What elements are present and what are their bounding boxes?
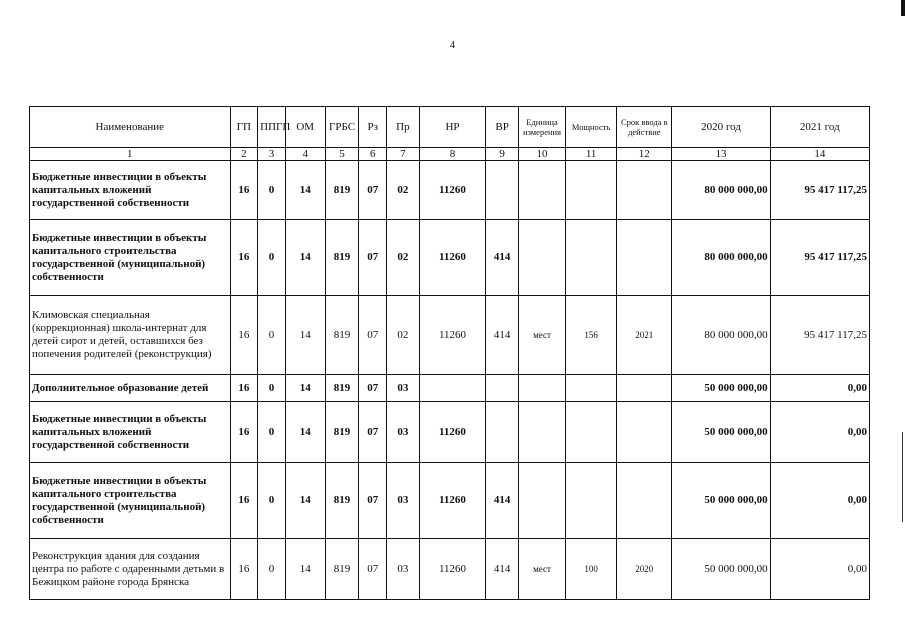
cell-pr: 03 (387, 402, 420, 463)
cell-gp: 16 (230, 296, 258, 375)
cell-rz: 07 (359, 296, 387, 375)
cell-capacity: 156 (566, 296, 617, 375)
table-row (30, 296, 870, 375)
header-rz: Рз (359, 107, 387, 148)
cell-ppg: 0 (258, 402, 286, 463)
header-ppg: ППГП (258, 107, 286, 148)
header-om: ОМ (285, 107, 325, 148)
header-pr: Пр (387, 107, 420, 148)
scan-edge-mark (901, 0, 905, 16)
cell-2020: 50 000 000,00 (672, 375, 770, 402)
cell-capacity (566, 220, 617, 296)
cell-pr: 03 (387, 375, 420, 402)
cell-term (617, 402, 672, 463)
cell-rz: 07 (359, 220, 387, 296)
column-number: 9 (486, 148, 519, 161)
cell-vr: 414 (486, 463, 519, 539)
column-number: 12 (617, 148, 672, 161)
cell-vr (486, 402, 519, 463)
cell-unit (518, 375, 565, 402)
cell-gp: 16 (230, 375, 258, 402)
cell-gp: 16 (230, 402, 258, 463)
cell-unit (518, 402, 565, 463)
cell-grbs: 819 (325, 463, 359, 539)
cell-rz: 07 (359, 539, 387, 600)
cell-rz: 07 (359, 402, 387, 463)
cell-rz: 07 (359, 463, 387, 539)
cell-np: 11260 (419, 220, 486, 296)
table-row (30, 463, 870, 539)
column-number: 14 (770, 148, 869, 161)
cell-np: 11260 (419, 402, 486, 463)
cell-term (617, 220, 672, 296)
cell-unit: мест (518, 539, 565, 600)
cell-2020: 50 000 000,00 (672, 402, 770, 463)
column-number: 8 (419, 148, 486, 161)
column-number: 2 (230, 148, 258, 161)
cell-2021: 0,00 (770, 402, 869, 463)
table-row (30, 161, 870, 220)
row-name: Бюджетные инвестиции в объекты капитальных вложений государственной собственности (30, 402, 231, 463)
column-number: 11 (566, 148, 617, 161)
column-number: 13 (672, 148, 770, 161)
cell-capacity (566, 161, 617, 220)
cell-om: 14 (285, 220, 325, 296)
cell-2021: 95 417 117,25 (770, 161, 869, 220)
column-number: 6 (359, 148, 387, 161)
column-number: 4 (285, 148, 325, 161)
page-number: 4 (450, 40, 455, 51)
column-number: 1 (30, 148, 231, 161)
cell-om: 14 (285, 296, 325, 375)
header-term: Срок ввода в действие (617, 107, 672, 148)
cell-2020: 80 000 000,00 (672, 220, 770, 296)
cell-gp: 16 (230, 220, 258, 296)
cell-capacity (566, 375, 617, 402)
cell-om: 14 (285, 539, 325, 600)
cell-np (419, 375, 486, 402)
cell-rz: 07 (359, 161, 387, 220)
cell-unit (518, 220, 565, 296)
cell-grbs: 819 (325, 375, 359, 402)
cell-om: 14 (285, 161, 325, 220)
cell-grbs: 819 (325, 539, 359, 600)
cell-gp: 16 (230, 161, 258, 220)
cell-grbs: 819 (325, 402, 359, 463)
cell-term: 2020 (617, 539, 672, 600)
header-np: НР (419, 107, 486, 148)
header-row (30, 107, 870, 148)
cell-np: 11260 (419, 161, 486, 220)
row-name: Бюджетные инвестиции в объекты капитального строительства государственной (муниципальной) собственности (30, 220, 231, 296)
cell-unit: мест (518, 296, 565, 375)
column-number-row (30, 148, 870, 161)
cell-capacity: 100 (566, 539, 617, 600)
cell-om: 14 (285, 375, 325, 402)
header-capacity: Мощность (566, 107, 617, 148)
cell-term: 2021 (617, 296, 672, 375)
cell-np: 11260 (419, 463, 486, 539)
row-name: Климовская специальная (коррекционная) школа-интернат для детей сирот и детей, оставшихся без попечения родителей (реконструкция) (30, 296, 231, 375)
row-name: Бюджетные инвестиции в объекты капитальных вложений государственной собственности (30, 161, 231, 220)
cell-vr: 414 (486, 539, 519, 600)
cell-vr: 414 (486, 296, 519, 375)
cell-2021: 95 417 117,25 (770, 220, 869, 296)
header-name: Наименование (30, 107, 231, 148)
table-row (30, 402, 870, 463)
cell-grbs: 819 (325, 296, 359, 375)
row-name: Бюджетные инвестиции в объекты капитального строительства государственной (муниципальной) собственности (30, 463, 231, 539)
cell-ppg: 0 (258, 539, 286, 600)
cell-np: 11260 (419, 296, 486, 375)
budget-table (29, 106, 870, 600)
header-vr: ВР (486, 107, 519, 148)
header-2020: 2020 год (672, 107, 770, 148)
cell-term (617, 161, 672, 220)
cell-pr: 02 (387, 220, 420, 296)
cell-grbs: 819 (325, 161, 359, 220)
cell-om: 14 (285, 402, 325, 463)
header-2021: 2021 год (770, 107, 869, 148)
cell-ppg: 0 (258, 161, 286, 220)
header-unit: Единица измерения (518, 107, 565, 148)
cell-term (617, 375, 672, 402)
cell-capacity (566, 463, 617, 539)
cell-rz: 07 (359, 375, 387, 402)
cell-gp: 16 (230, 539, 258, 600)
cell-pr: 02 (387, 161, 420, 220)
cell-2021: 0,00 (770, 539, 869, 600)
cell-pr: 02 (387, 296, 420, 375)
cell-2021: 0,00 (770, 463, 869, 539)
column-number: 3 (258, 148, 286, 161)
cell-unit (518, 161, 565, 220)
table-row (30, 539, 870, 600)
cell-grbs: 819 (325, 220, 359, 296)
cell-vr (486, 375, 519, 402)
cell-ppg: 0 (258, 296, 286, 375)
row-name: Реконструкция здания для создания центра по работе с одаренными детьми в Бежицком районе города Брянска (30, 539, 231, 600)
row-name: Дополнительное образование детей (30, 375, 231, 402)
cell-gp: 16 (230, 463, 258, 539)
cell-np: 11260 (419, 539, 486, 600)
cell-pr: 03 (387, 463, 420, 539)
scan-edge-line (902, 432, 903, 522)
cell-vr (486, 161, 519, 220)
cell-term (617, 463, 672, 539)
column-number: 10 (518, 148, 565, 161)
cell-ppg: 0 (258, 220, 286, 296)
cell-2020: 80 000 000,00 (672, 296, 770, 375)
column-number: 5 (325, 148, 359, 161)
cell-unit (518, 463, 565, 539)
column-number: 7 (387, 148, 420, 161)
cell-2020: 80 000 000,00 (672, 161, 770, 220)
cell-ppg: 0 (258, 463, 286, 539)
cell-2020: 50 000 000,00 (672, 539, 770, 600)
cell-capacity (566, 402, 617, 463)
header-grbs: ГРБС (325, 107, 359, 148)
cell-2021: 0,00 (770, 375, 869, 402)
cell-pr: 03 (387, 539, 420, 600)
table-row (30, 220, 870, 296)
cell-vr: 414 (486, 220, 519, 296)
header-gp: ГП (230, 107, 258, 148)
cell-2021: 95 417 117,25 (770, 296, 869, 375)
table-row (30, 375, 870, 402)
cell-om: 14 (285, 463, 325, 539)
cell-ppg: 0 (258, 375, 286, 402)
cell-2020: 50 000 000,00 (672, 463, 770, 539)
